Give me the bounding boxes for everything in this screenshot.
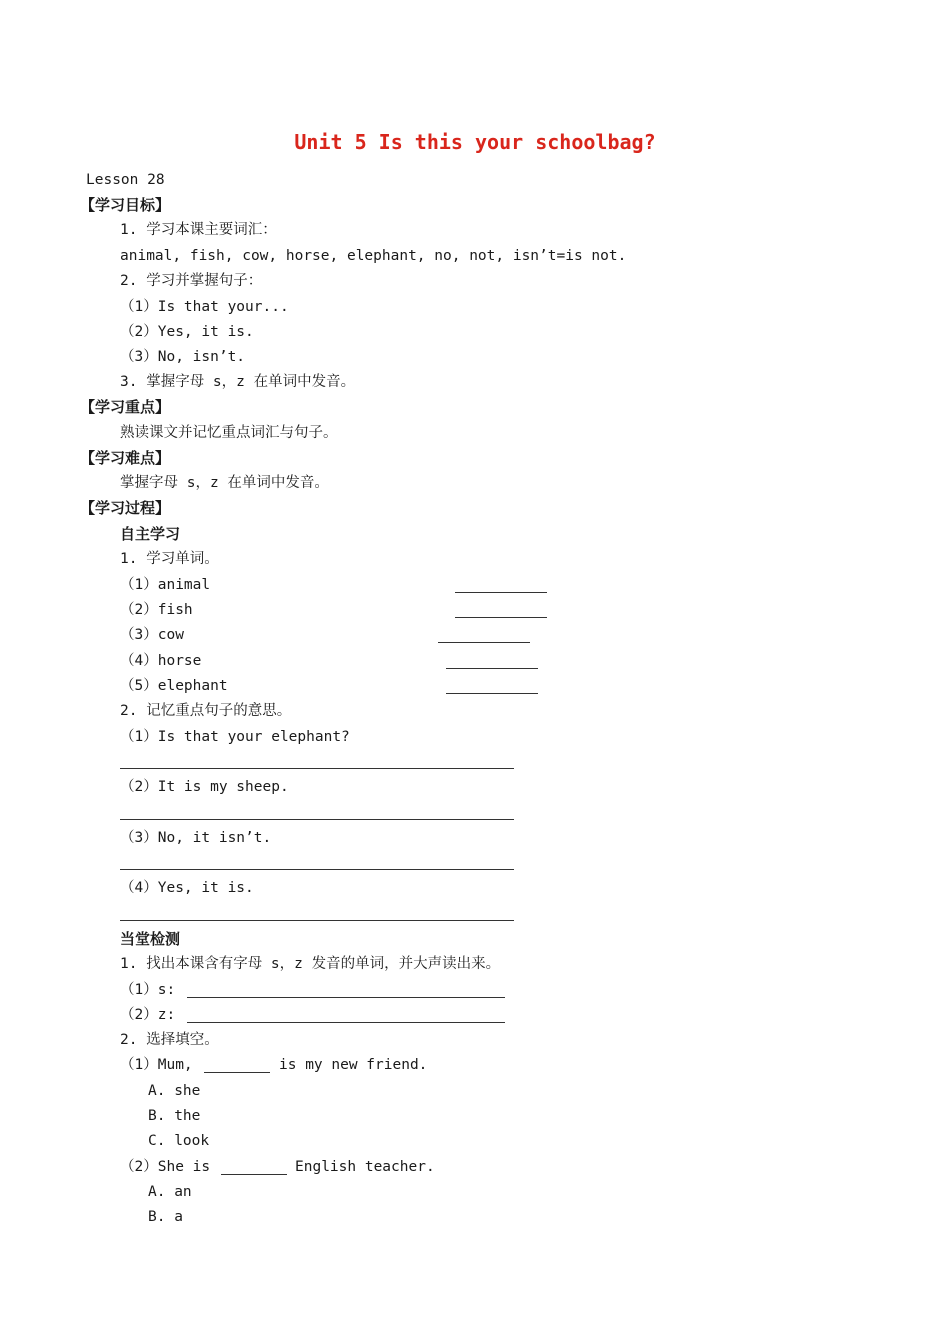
q2-1-prefix: （1）Mum, [120,1057,193,1073]
answer-blank[interactable] [446,668,538,669]
word-item: （1）animal [120,577,211,593]
q2-2-suffix: English teacher. [295,1159,435,1175]
option-item[interactable]: B. a [148,1209,183,1225]
test-q1-z-label: （2）z: [120,1007,176,1023]
test-q1-s-label: （1）s: [120,982,176,998]
answer-blank[interactable] [438,642,530,643]
word-item: （4）horse [120,653,202,669]
option-item[interactable]: B. the [148,1108,201,1124]
answer-blank[interactable] [446,693,538,694]
word-item: （2）fish [120,602,193,618]
answer-blank[interactable] [455,592,547,593]
goal-item-1: 1. 学习本课主要词汇： [120,222,277,238]
lesson-label: Lesson 28 [86,172,165,188]
test-question-1: 1. 找出本课含有字母 s，z 发音的单词，并大声读出来。 [120,956,501,972]
sentence-item: （1）Is that your elephant? [120,729,350,745]
goal-vocab: animal, fish, cow, horse, elephant, no, not, isn’t=is not. [120,248,627,264]
goal-sentence-2: （2）Yes, it is. [120,324,254,340]
difficult-heading: 【学习难点】 [80,449,171,467]
difficult-text: 掌握字母 s，z 在单词中发音。 [120,475,329,491]
fill-blank[interactable] [221,1174,287,1175]
answer-line[interactable] [187,997,505,998]
answer-line[interactable] [120,869,514,870]
key-text: 熟读课文并记忆重点词汇与句子。 [120,425,338,441]
page-title: Unit 5 Is this your schoolbag? [294,130,656,154]
test-question-2: 2. 选择填空。 [120,1032,219,1048]
answer-blank[interactable] [455,617,547,618]
test-heading: 当堂检测 [120,930,181,948]
answer-line[interactable] [120,920,514,921]
process-heading: 【学习过程】 [80,499,171,517]
sentence-item: （3）No, it isn’t. [120,830,272,846]
q2-1-suffix: is my new friend. [279,1057,428,1073]
goals-heading: 【学习目标】 [80,196,171,214]
goal-item-2: 2. 学习并掌握句子： [120,273,263,289]
answer-line[interactable] [120,768,514,769]
option-item[interactable]: C. look [148,1133,210,1149]
goal-item-3: 3. 掌握字母 s，z 在单词中发音。 [120,374,356,390]
goal-sentence-1: （1）Is that your... [120,299,289,315]
answer-line[interactable] [120,819,514,820]
sentences-title: 2. 记忆重点句子的意思。 [120,703,292,719]
goal-sentence-3: （3）No, isn’t. [120,349,246,365]
option-item[interactable]: A. she [148,1083,201,1099]
word-item: （5）elephant [120,678,228,694]
key-heading: 【学习重点】 [80,398,171,416]
word-item: （3）cow [120,627,184,643]
option-item[interactable]: A. an [148,1184,192,1200]
sentence-item: （2）It is my sheep. [120,779,289,795]
q2-2-prefix: （2）She is [120,1159,211,1175]
sentence-item: （4）Yes, it is. [120,880,254,896]
words-title: 1. 学习单词。 [120,551,219,567]
self-study-heading: 自主学习 [120,525,181,543]
fill-blank[interactable] [204,1072,270,1073]
answer-line[interactable] [187,1022,505,1023]
